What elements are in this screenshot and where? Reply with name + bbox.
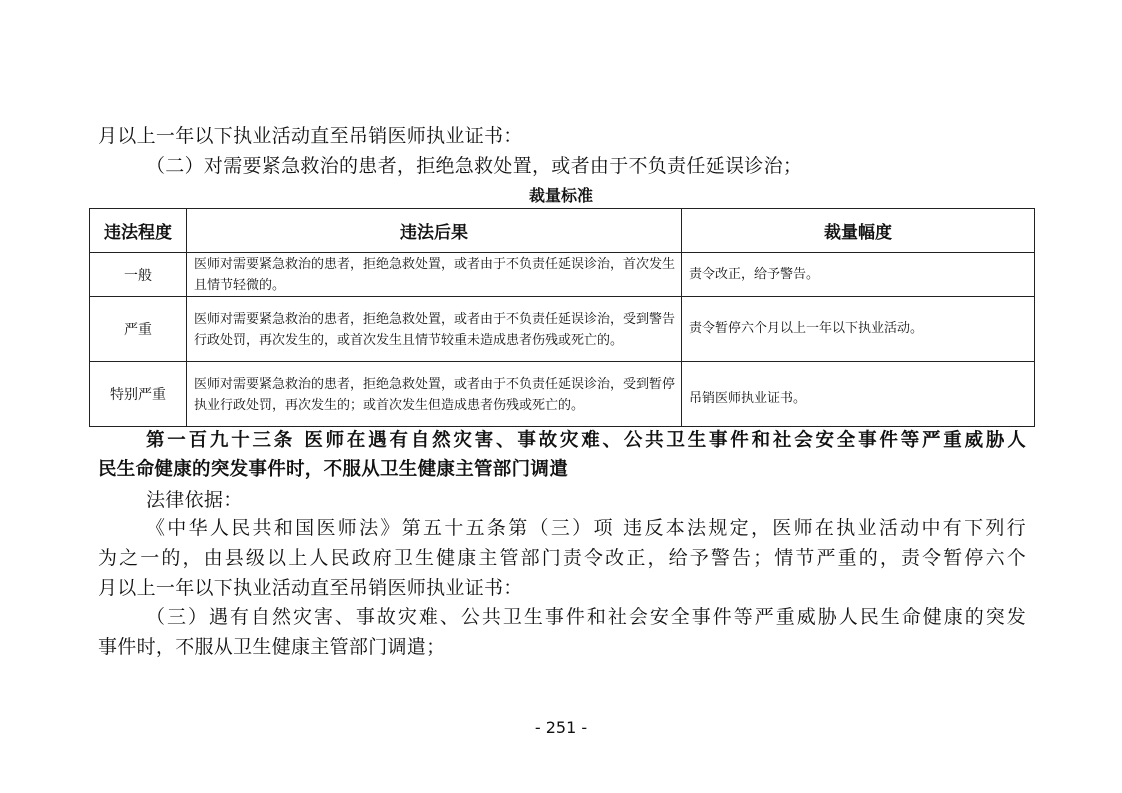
header-discretion-range: 裁量幅度 [682, 209, 1035, 253]
continued-text-line: 月以上一年以下执业活动直至吊销医师执业证书： [98, 125, 523, 147]
level-cell: 特别严重 [90, 362, 187, 427]
consequence-cell: 医师对需要紧急救治的患者，拒绝急救处置，或者由于不负责任延误诊治，受到警告行政处罚，再次发生的，或首次发生且情节较重未造成患者伤残或死亡的。 [187, 297, 682, 362]
page-number: - 251 - [534, 718, 588, 737]
article-title-line-2: 民生命健康的突发事件时，不服从卫生健康主管部门调遣 [98, 459, 569, 480]
table-header-row [90, 209, 1035, 253]
item-three-line-2: 事件时，不服从卫生健康主管部门调遣； [98, 636, 446, 658]
article-title-line-1: 第一百九十三条 医师在遇有自然灾害、事故灾难、公共卫生事件和社会安全事件等严重威胁人 [146, 430, 1026, 451]
law-text-line-2: 为之一的，由县级以上人民政府卫生健康主管部门责令改正，给予警告；情节严重的，责令暂停六个 [98, 547, 1026, 569]
legal-basis-label: 法律依据： [146, 489, 243, 511]
table-row [90, 362, 1035, 427]
table-row [90, 297, 1035, 362]
law-text-line-3: 月以上一年以下执业活动直至吊销医师执业证书： [98, 577, 523, 599]
consequence-cell: 医师对需要紧急救治的患者，拒绝急救处置，或者由于不负责任延误诊治，受到暂停执业行政处罚，再次发生的；或首次发生但造成患者伤残或死亡的。 [187, 362, 682, 427]
header-violation-consequence: 违法后果 [187, 209, 682, 253]
law-text-line-1: 《中华人民共和国医师法》第五十五条第（三）项 违反本法规定，医师在执业活动中有下列行 [146, 517, 1026, 539]
clause-two-text: （二）对需要紧急救治的患者，拒绝急救处置，或者由于不负责任延误诊治； [146, 155, 803, 177]
consequence-cell: 医师对需要紧急救治的患者，拒绝急救处置，或者由于不负责任延误诊治，首次发生且情节轻微的。 [187, 253, 682, 297]
range-cell: 吊销医师执业证书。 [682, 362, 1035, 427]
item-three-line-1: （三）遇有自然灾害、事故灾难、公共卫生事件和社会安全事件等严重威胁人民生命健康的突发 [146, 606, 1026, 628]
range-cell: 责令暂停六个月以上一年以下执业活动。 [682, 297, 1035, 362]
level-cell: 严重 [90, 297, 187, 362]
table-caption: 裁量标准 [528, 186, 593, 205]
level-cell: 一般 [90, 253, 187, 297]
discretion-standard-table [89, 208, 1035, 427]
header-violation-degree: 违法程度 [90, 209, 187, 253]
range-cell: 责令改正，给予警告。 [682, 253, 1035, 297]
table-row [90, 253, 1035, 297]
